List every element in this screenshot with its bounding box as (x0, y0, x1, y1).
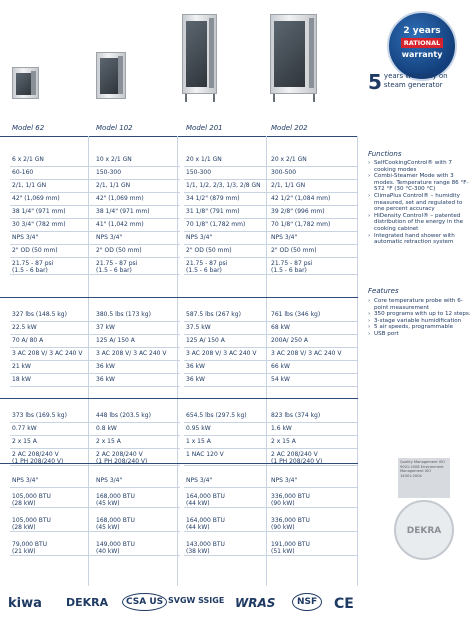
row-rule (269, 487, 357, 488)
wras-logo: WRAS (235, 596, 276, 610)
table-cell: 143,000 BTU (38 kW) (186, 541, 225, 555)
table-cell: 38 1/4" (971 mm) (12, 208, 66, 215)
row-rule (184, 531, 270, 532)
row-rule (94, 179, 180, 180)
table-cell: 191,000 BTU (51 kW) (271, 541, 310, 555)
table-cell: NPS 3/4" (271, 477, 298, 484)
row-rule (10, 507, 96, 508)
row-rule (94, 422, 180, 423)
row-rule (94, 166, 180, 167)
table-cell: 149,000 BTU (40 kW) (96, 541, 135, 555)
warranty-label: warranty (401, 50, 443, 59)
table-cell: 168,000 BTU (45 kW) (96, 493, 135, 507)
table-cell: 327 lbs (148.5 kg) (12, 311, 67, 318)
function-item: › Combi-Steamer Mode with 3 modes. Temperature range 86 °F-572 °F (30 °C-300 °C) (368, 173, 472, 193)
warranty-badge (387, 11, 457, 81)
row-rule (10, 166, 96, 167)
table-cell: NPS 3/4" (96, 477, 123, 484)
table-cell: 2 AC 208/240 V (1 PH 208/240 V) (271, 451, 323, 465)
table-cell: 21 kW (12, 363, 31, 370)
steam-warranty-line1: years warranty on (383, 72, 448, 80)
row-rule (269, 321, 357, 322)
row-rule (94, 321, 180, 322)
row-rule (94, 192, 180, 193)
model-header-102: Model 102 (96, 124, 133, 132)
row-rule (184, 244, 270, 245)
table-cell: 68 kW (271, 324, 290, 331)
row-rule (10, 373, 96, 374)
row-rule (94, 334, 180, 335)
table-cell: 54 kW (271, 376, 290, 383)
table-cell: NPS 3/4" (271, 234, 298, 241)
table-cell: 31 1/8" (791 mm) (186, 208, 240, 215)
table-cell: 42" (1,069 mm) (12, 195, 60, 202)
row-rule (94, 487, 180, 488)
table-cell: 2/1, 1/1 GN (12, 182, 47, 189)
table-cell: 1 NAC 120 V (186, 451, 224, 458)
feature-item: › Core temperature probe with 6-point measurement (368, 298, 472, 311)
table-cell: 70 1/8" (1,782 mm) (186, 221, 246, 228)
row-rule (94, 231, 180, 232)
ce-logo: CE (334, 596, 354, 612)
features-heading: Features (368, 287, 399, 295)
row-rule (10, 555, 96, 556)
row-rule (269, 422, 357, 423)
row-rule (94, 218, 180, 219)
row-rule (269, 347, 357, 348)
row-rule (10, 465, 96, 466)
row-rule (94, 360, 180, 361)
feature-item: › 5 air speeds, programmable (368, 324, 472, 331)
table-cell: 125 A/ 150 A (186, 337, 225, 344)
row-rule (10, 274, 96, 275)
row-rule (10, 487, 96, 488)
feature-item: › USB port (368, 331, 472, 338)
row-rule (184, 507, 270, 508)
certification-logos (0, 590, 474, 620)
dekra-seal-label: DEKRA (406, 526, 442, 536)
table-cell: 105,000 BTU (28 kW) (12, 517, 51, 531)
row-rule (94, 257, 180, 258)
table-cell: 2 x 15 A (271, 438, 296, 445)
row-rule (269, 231, 357, 232)
table-cell: 70 1/8" (1,782 mm) (271, 221, 331, 228)
row-rule (94, 386, 180, 387)
steam-warranty-line2: steam generator (383, 81, 443, 89)
row-rule (184, 386, 270, 387)
table-cell: 2" OD (50 mm) (186, 247, 232, 254)
table-cell: 150-300 (96, 169, 122, 176)
row-rule (269, 555, 357, 556)
table-cell: NPS 3/4" (12, 477, 39, 484)
row-rule (269, 448, 357, 449)
row-rule (94, 435, 180, 436)
table-cell: 0.8 kW (96, 425, 117, 432)
row-rule (184, 555, 270, 556)
table-cell: 18 kW (12, 376, 31, 383)
row-rule (269, 360, 357, 361)
row-rule (184, 257, 270, 258)
model-header-202: Model 202 (271, 124, 308, 132)
row-rule (269, 531, 357, 532)
row-rule (184, 435, 270, 436)
table-cell: 30 3/4" (782 mm) (12, 221, 66, 228)
steam-generator-warranty (368, 72, 448, 92)
row-rule (269, 179, 357, 180)
row-rule (184, 274, 270, 275)
row-rule (10, 386, 96, 387)
row-rule (269, 435, 357, 436)
table-cell: 3 AC 208 V/ 3 AC 240 V (96, 350, 167, 357)
table-cell: 125 A/ 150 A (96, 337, 135, 344)
table-cell: 38 1/4" (971 mm) (96, 208, 150, 215)
row-rule (184, 334, 270, 335)
table-cell: 1/1, 1/2, 2/3, 1/3, 2/8 GN (186, 182, 261, 189)
function-item: › HiDensity Control® – patented distribution of the energy in the cooking cabinet (368, 213, 472, 233)
row-rule (184, 360, 270, 361)
row-rule (269, 507, 357, 508)
row-rule (184, 179, 270, 180)
row-rule (269, 386, 357, 387)
row-rule (184, 218, 270, 219)
table-cell: 37 kW (96, 324, 115, 331)
row-rule (269, 205, 357, 206)
table-cell: 21.75 - 87 psi (1.5 - 6 bar) (271, 260, 313, 274)
dekra-logo: DEKRA (66, 596, 109, 609)
row-rule (10, 448, 96, 449)
table-cell: NPS 3/4" (96, 234, 123, 241)
nsf-logo: NSF (292, 593, 322, 611)
dekra-certificate: Quality Management ISO 9001:2008 Environment Management ISO 14001:2004 (398, 458, 450, 498)
row-rule (269, 274, 357, 275)
row-rule (10, 347, 96, 348)
table-cell: 70 A/ 80 A (12, 337, 44, 344)
row-rule (269, 166, 357, 167)
row-rule (10, 435, 96, 436)
dekra-seal-icon (394, 500, 454, 560)
row-rule (184, 422, 270, 423)
rational-logo: RATIONAL (401, 38, 444, 48)
kiwa-logo: kiwa (8, 596, 42, 611)
table-cell: 42 1/2" (1,084 mm) (271, 195, 331, 202)
csa-logo: CSA US (122, 593, 167, 611)
table-cell: 36 kW (96, 363, 115, 370)
warranty-years: 2 years (403, 26, 441, 36)
row-rule (94, 448, 180, 449)
row-rule (184, 347, 270, 348)
row-rule (10, 179, 96, 180)
table-cell: 20 x 2/1 GN (271, 156, 307, 163)
row-rule (184, 231, 270, 232)
row-rule (10, 360, 96, 361)
table-cell: 2/1, 1/1 GN (96, 182, 131, 189)
group-divider (0, 398, 358, 399)
table-cell: NPS 3/4" (186, 234, 213, 241)
table-cell: 60-160 (12, 169, 34, 176)
row-rule (184, 487, 270, 488)
row-rule (94, 555, 180, 556)
feature-item: › 350 programs with up to 12 steps. (368, 311, 472, 318)
table-cell: 168,000 BTU (45 kW) (96, 517, 135, 531)
table-cell: 39 2/8" (996 mm) (271, 208, 325, 215)
table-cell: 823 lbs (374 kg) (271, 412, 321, 419)
row-rule (10, 218, 96, 219)
table-cell: NPS 3/4" (12, 234, 39, 241)
table-cell: 448 lbs (203.5 kg) (96, 412, 151, 419)
table-cell: 21.75 - 87 psi (1.5 - 6 bar) (12, 260, 54, 274)
table-cell: 3 AC 208 V/ 3 AC 240 V (271, 350, 342, 357)
row-rule (184, 205, 270, 206)
table-cell: 2" OD (50 mm) (96, 247, 142, 254)
table-cell: 200A/ 250 A (271, 337, 308, 344)
row-rule (10, 334, 96, 335)
table-cell: 21.75 - 87 psi (1.5 - 6 bar) (96, 260, 138, 274)
table-cell: 164,000 BTU (44 kW) (186, 517, 225, 531)
row-rule (94, 347, 180, 348)
steam-warranty-number: 5 (368, 70, 382, 94)
row-rule (94, 531, 180, 532)
function-item: › ClimaPlus Control® – humidity measured, set and regulated to one percent accuracy (368, 193, 472, 213)
table-cell: 3 AC 208 V/ 3 AC 240 V (186, 350, 257, 357)
table-cell: 2 x 15 A (12, 438, 37, 445)
table-cell: 373 lbs (169.5 kg) (12, 412, 67, 419)
table-cell: 37.5 kW (186, 324, 211, 331)
table-cell: 36 kW (186, 363, 205, 370)
table-cell: 761 lbs (346 kg) (271, 311, 321, 318)
table-cell: 21.75 - 87 psi (1.5 - 6 bar) (186, 260, 228, 274)
row-rule (184, 192, 270, 193)
row-rule (184, 465, 270, 466)
row-rule (184, 373, 270, 374)
features-list (368, 298, 472, 338)
table-cell: 6 x 2/1 GN (12, 156, 44, 163)
row-rule (269, 218, 357, 219)
column-divider (88, 136, 89, 586)
table-cell: 2" OD (50 mm) (271, 247, 317, 254)
feature-item: › 3-stage variable humidification (368, 318, 472, 325)
table-cell: 20 x 1/1 GN (186, 156, 222, 163)
column-divider (177, 136, 178, 586)
table-cell: 1 x 15 A (186, 438, 211, 445)
row-rule (10, 257, 96, 258)
row-rule (10, 422, 96, 423)
model-header-201: Model 201 (186, 124, 223, 132)
column-divider (357, 136, 358, 586)
row-rule (10, 321, 96, 322)
row-rule (269, 192, 357, 193)
function-item: › Integrated hand shower with automatic retraction system (368, 233, 472, 246)
row-rule (94, 507, 180, 508)
row-rule (10, 192, 96, 193)
row-rule (10, 205, 96, 206)
row-rule (269, 373, 357, 374)
table-cell: 42" (1,069 mm) (96, 195, 144, 202)
row-rule (94, 373, 180, 374)
row-rule (94, 244, 180, 245)
table-cell: 34 1/2" (879 mm) (186, 195, 240, 202)
table-cell: 0.77 kW (12, 425, 37, 432)
table-cell: 300-500 (271, 169, 297, 176)
table-cell: 1.6 kW (271, 425, 292, 432)
functions-heading: Functions (368, 150, 402, 158)
table-cell: 2 x 15 A (96, 438, 121, 445)
row-rule (269, 465, 357, 466)
table-cell: 22.5 kW (12, 324, 37, 331)
table-cell: 2 AC 208/240 V (1 PH 208/240 V) (96, 451, 148, 465)
table-cell: 41" (1,042 mm) (96, 221, 144, 228)
row-rule (10, 244, 96, 245)
table-cell: 66 kW (271, 363, 290, 370)
table-cell: 2/1, 1/1 GN (271, 182, 306, 189)
row-rule (184, 321, 270, 322)
model-header-62: Model 62 (12, 124, 45, 132)
table-cell: 0.95 kW (186, 425, 211, 432)
functions-list (368, 160, 472, 246)
table-cell: 79,000 BTU (21 kW) (12, 541, 48, 555)
table-cell: 587.5 lbs (267 kg) (186, 311, 241, 318)
table-cell: 3 AC 208 V/ 3 AC 240 V (12, 350, 83, 357)
row-rule (94, 465, 180, 466)
column-divider (266, 136, 267, 586)
svgw-logo: SVGW SSIGE (168, 596, 225, 605)
row-rule (269, 244, 357, 245)
table-cell: 36 kW (186, 376, 205, 383)
row-rule (184, 166, 270, 167)
table-cell: 336,000 BTU (90 kW) (271, 493, 310, 507)
table-cell: NPS 3/4" (186, 477, 213, 484)
row-rule (10, 231, 96, 232)
table-cell: 150-300 (186, 169, 212, 176)
table-cell: 2 AC 208/240 V (1 PH 208/240 V) (12, 451, 64, 465)
row-rule (269, 257, 357, 258)
table-top-rule (0, 136, 358, 137)
table-cell: 105,000 BTU (28 kW) (12, 493, 51, 507)
table-cell: 164,000 BTU (44 kW) (186, 493, 225, 507)
row-rule (269, 334, 357, 335)
row-rule (94, 274, 180, 275)
table-cell: 336,000 BTU (90 kW) (271, 517, 310, 531)
group-divider (0, 297, 358, 298)
row-rule (10, 531, 96, 532)
row-rule (94, 205, 180, 206)
table-cell: 2" OD (50 mm) (12, 247, 58, 254)
table-cell: 10 x 2/1 GN (96, 156, 132, 163)
row-rule (184, 448, 270, 449)
table-cell: 654.5 lbs (297.5 kg) (186, 412, 247, 419)
table-cell: 380.5 lbs (173 kg) (96, 311, 151, 318)
table-cell: 36 kW (96, 376, 115, 383)
function-item: › SelfCookingControl® with 7 cooking modes (368, 160, 472, 173)
